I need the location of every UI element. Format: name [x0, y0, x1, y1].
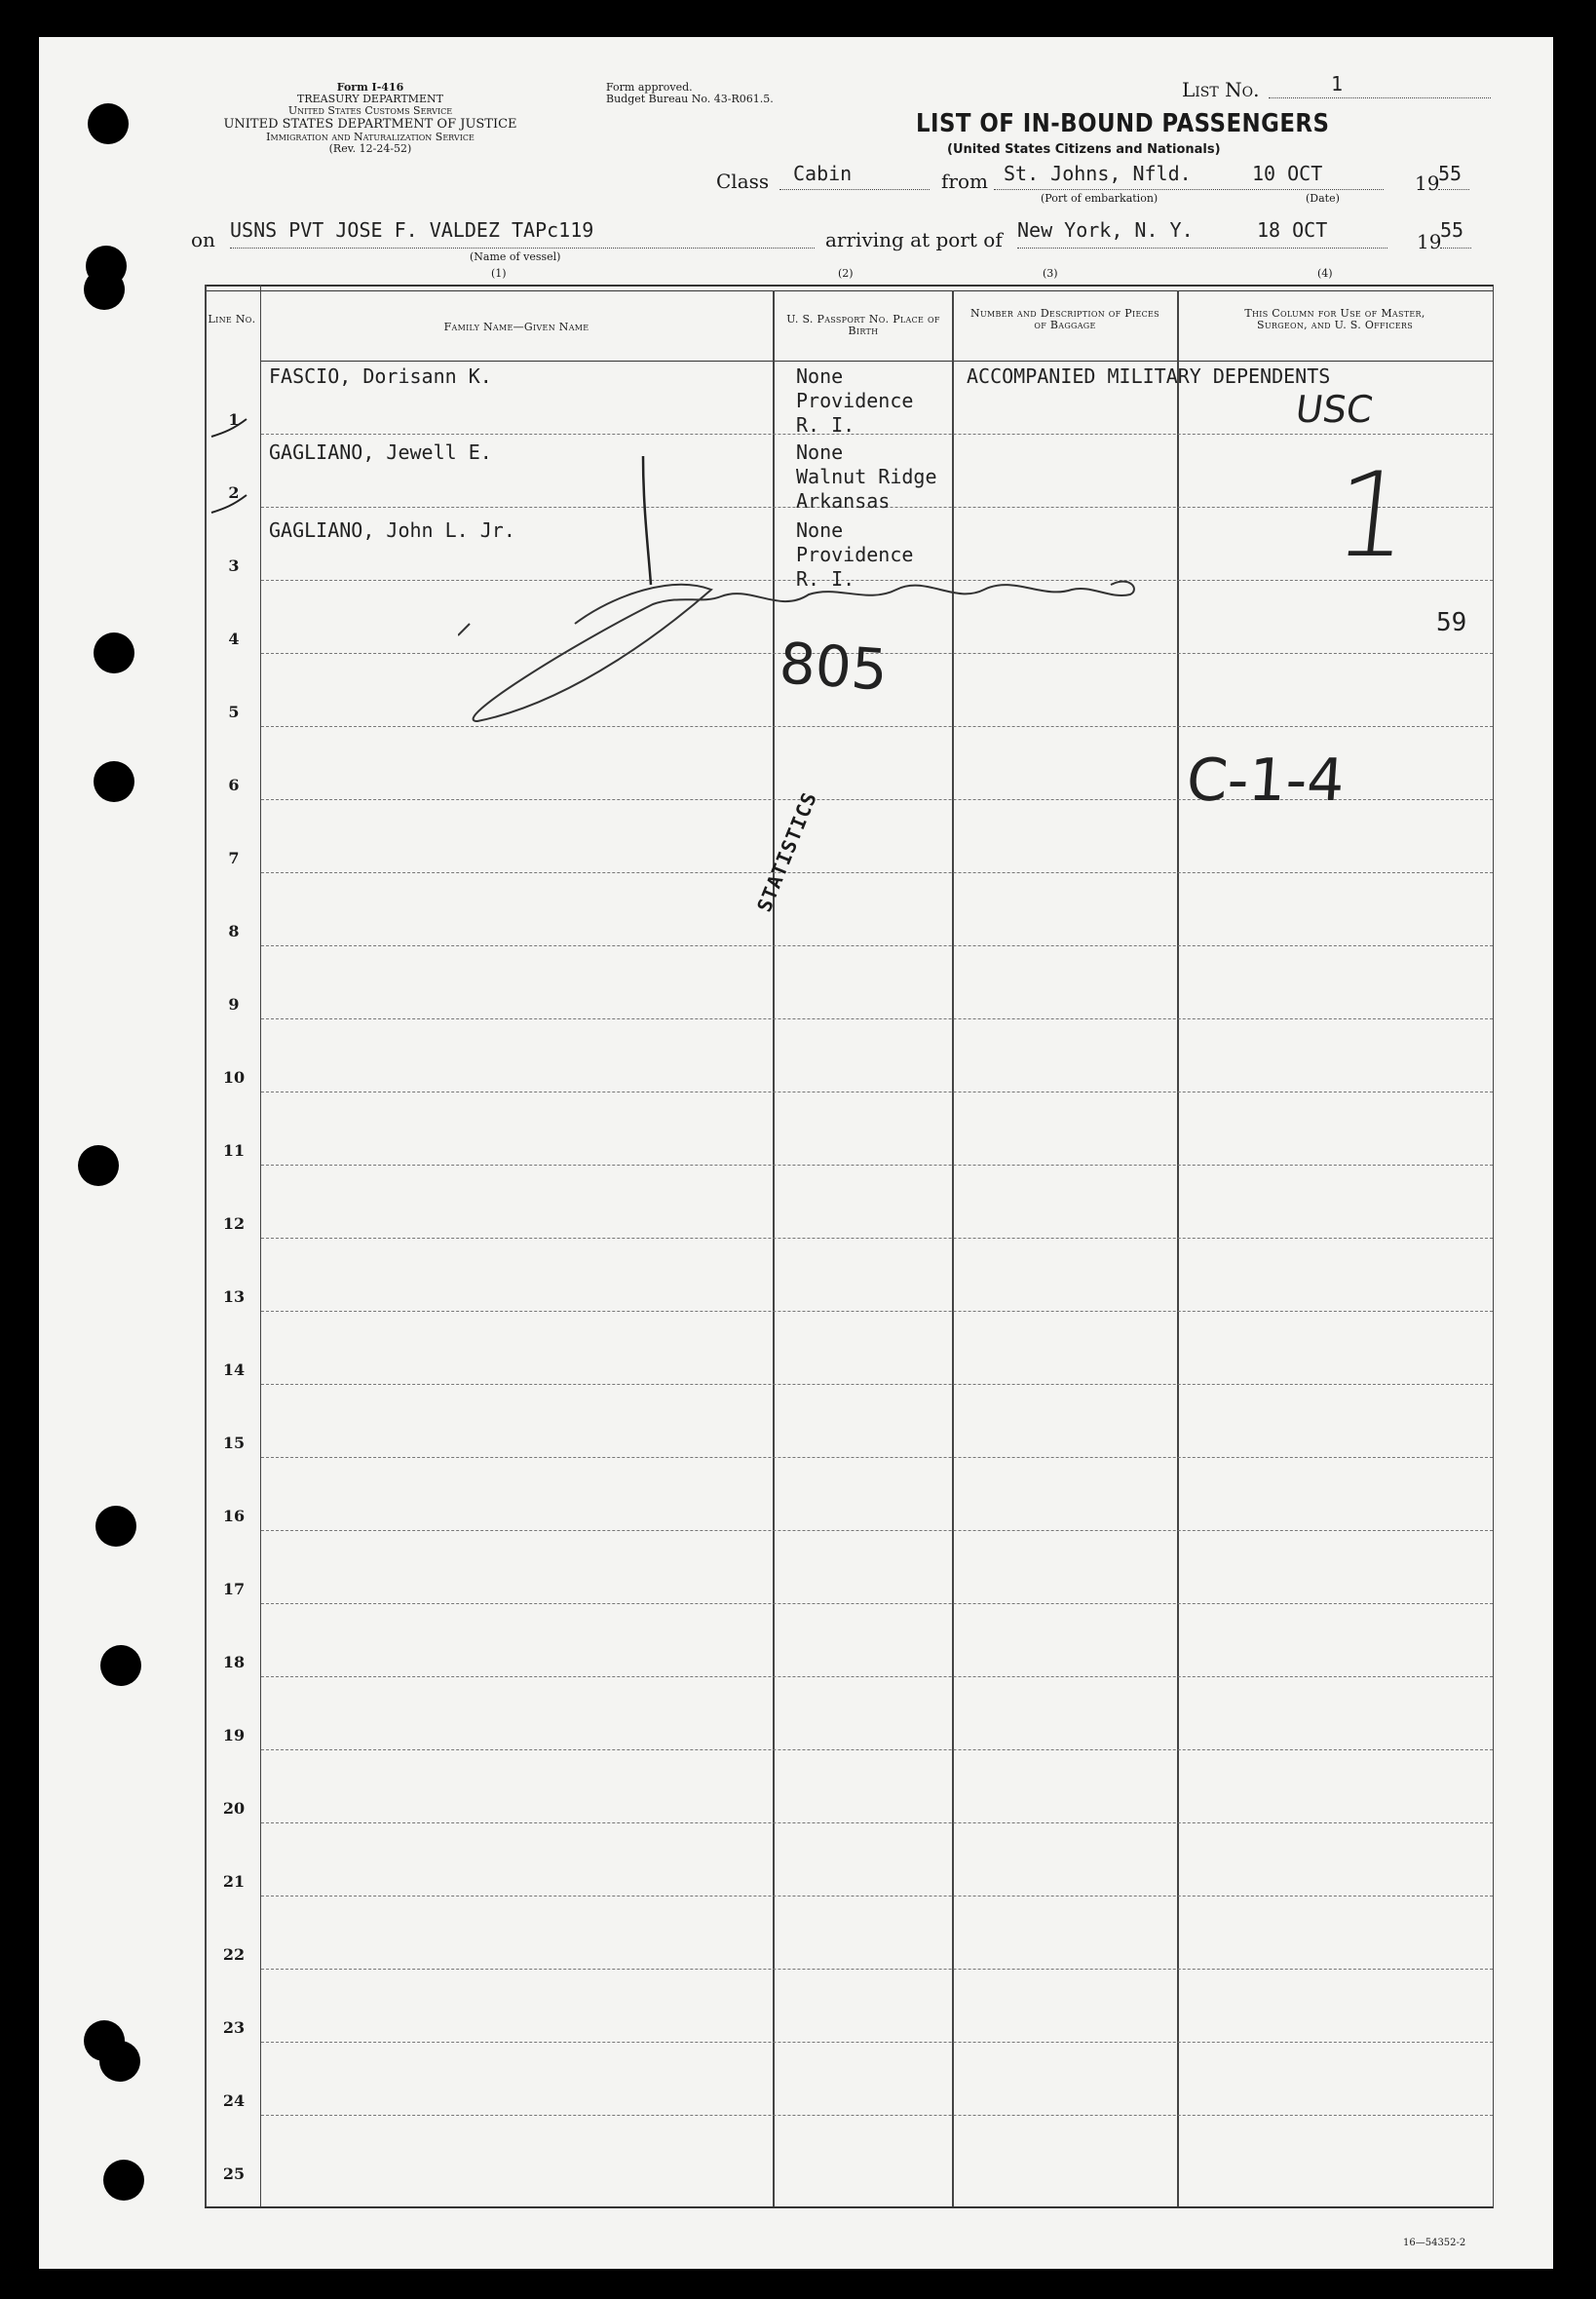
line-number: 11: [222, 1141, 246, 1160]
on-label: on: [191, 228, 215, 251]
binder-hole: [84, 269, 125, 310]
line-number: 15: [222, 1434, 246, 1452]
line-number: 8: [228, 922, 240, 940]
customs-service: United States Customs Service: [287, 104, 453, 117]
approval-note: Form approved. Budget Bureau No. 43-R061.5.: [606, 81, 774, 105]
check-mark: [211, 495, 247, 513]
header-officers: This Column for Use of Master, Surgeon, and U. S. Officers: [1244, 307, 1425, 331]
binder-hole: [88, 103, 129, 144]
row-rule: [261, 1238, 1493, 1239]
form-number: Form I-416: [336, 81, 404, 94]
row-rule: [261, 2115, 1493, 2116]
from-label: from: [941, 170, 988, 193]
baggage-note: ACCOMPANIED MILITARY DEPENDENTS: [967, 364, 1331, 388]
arrival-year: 55: [1440, 218, 1464, 242]
line-number: 6: [228, 776, 240, 794]
passport-number: None: [796, 441, 844, 464]
table-bottom-rule: [205, 2206, 1493, 2208]
line-number: 14: [222, 1360, 246, 1379]
vessel-caption: (Name of vessel): [470, 250, 561, 263]
row-rule: [261, 1311, 1493, 1312]
check-marks: [209, 409, 258, 594]
passport-number: None: [796, 364, 844, 388]
line-number: 19: [222, 1726, 246, 1744]
line-number: 10: [222, 1068, 246, 1087]
arriving-label: arriving at port of: [825, 228, 1003, 251]
header-name: Family Name—Given Name: [443, 321, 589, 333]
header-bottom-rule: [260, 361, 1493, 362]
row-rule: [261, 1384, 1493, 1385]
row-rule: [261, 2042, 1493, 2043]
table-top-rule-2: [205, 290, 1493, 291]
line-number: 24: [222, 2091, 246, 2110]
line-no-divider: [260, 285, 261, 2208]
port-caption: (Port of embarkation): [1041, 192, 1159, 205]
port-of-embarkation: St. Johns, Nfld.: [1004, 162, 1192, 185]
row-rule: [261, 872, 1493, 873]
line-number: 7: [228, 849, 240, 867]
line-number: 20: [222, 1799, 246, 1818]
line-number: 18: [222, 1653, 246, 1671]
statistics-stamp: STATISTICS: [752, 788, 822, 915]
header-line-no: Line No.: [208, 313, 256, 326]
line-number: 12: [222, 1214, 246, 1233]
passport-number: None: [796, 518, 844, 542]
row-rule: [261, 1822, 1493, 1823]
binder-hole: [95, 1506, 136, 1547]
line-number: 25: [222, 2165, 246, 2183]
col-num-3: (3): [1043, 267, 1058, 280]
line-number: 9: [228, 995, 240, 1014]
class-label: Class: [716, 170, 770, 193]
row-rule: [261, 1530, 1493, 1531]
handwritten-usc: USC: [1292, 388, 1376, 431]
birth-place: Providence: [796, 543, 914, 566]
line-number: 23: [222, 2018, 246, 2037]
pen-stroke: [474, 582, 1134, 721]
arrival-date: 18 OCT: [1257, 218, 1328, 242]
handwritten-805: 805: [777, 630, 890, 704]
page-title: LIST OF IN-BOUND PASSENGERS: [916, 109, 1330, 138]
handwritten-number: 59: [1436, 608, 1467, 637]
arrival-port: New York, N. Y.: [1017, 218, 1194, 242]
ins-service: Immigration and Naturalization Service: [266, 131, 475, 143]
line-number: 2: [228, 483, 240, 502]
page-subtitle: (United States Citizens and Nationals): [947, 142, 1221, 157]
birth-place-state: Arkansas: [796, 489, 891, 513]
embark-year: 55: [1438, 162, 1463, 185]
col-num-4: (4): [1317, 267, 1333, 280]
revision: (Rev. 12-24-52): [328, 142, 412, 155]
row-rule: [261, 1896, 1493, 1897]
birth-place: Providence: [796, 389, 914, 412]
binder-hole: [94, 632, 134, 673]
birth-place-state: R. I.: [796, 413, 855, 437]
binder-hole: [103, 2160, 144, 2201]
row-rule: [261, 1018, 1493, 1019]
col-num-2: (2): [838, 267, 854, 280]
line-number: 16: [222, 1507, 246, 1525]
binder-hole: [78, 1145, 119, 1186]
treasury-dept: TREASURY DEPARTMENT: [297, 93, 443, 105]
header-passport: U. S. Passport No. Place of Birth: [786, 313, 940, 337]
pen-stroke: [643, 456, 651, 585]
check-mark: [211, 419, 247, 437]
binder-hole: [94, 761, 134, 802]
embarkation-date: 10 OCT: [1252, 162, 1323, 185]
passenger-name: FASCIO, Dorisann K.: [269, 364, 492, 388]
table-right-border: [1493, 285, 1494, 2208]
line-number: 13: [222, 1287, 246, 1306]
table-top-rule: [205, 285, 1493, 287]
col-num-1: (1): [491, 267, 507, 280]
table-left-border: [205, 285, 207, 2208]
handwritten-code: C-1-4: [1184, 747, 1347, 815]
passenger-name: GAGLIANO, John L. Jr.: [269, 518, 515, 542]
line-number: 21: [222, 1872, 246, 1891]
line-number: 4: [228, 630, 240, 648]
embark-year-prefix: 19: [1415, 172, 1440, 195]
vessel-name: USNS PVT JOSE F. VALDEZ TAPc119: [230, 218, 594, 242]
baggage-col-divider: [1177, 290, 1179, 2208]
birth-place: Walnut Ridge: [796, 465, 937, 488]
justice-dept: UNITED STATES DEPARTMENT OF JUSTICE: [223, 117, 517, 132]
line-number: 17: [222, 1580, 246, 1598]
binder-hole: [99, 2041, 140, 2082]
handwritten-count: 1: [1327, 448, 1417, 584]
header-baggage: Number and Description of Pieces of Baggage: [970, 307, 1159, 331]
row-rule: [261, 945, 1493, 946]
arrival-year-prefix: 19: [1417, 230, 1442, 253]
birth-place-state: R. I.: [796, 567, 855, 591]
line-number: 3: [228, 556, 240, 575]
line-number: 22: [222, 1945, 246, 1964]
row-rule: [261, 1749, 1493, 1750]
footer-code: 16—54352-2: [1403, 2238, 1466, 2248]
row-rule: [261, 1676, 1493, 1677]
form-header: [175, 82, 565, 155]
passenger-name: GAGLIANO, Jewell E.: [269, 441, 492, 464]
row-rule: [261, 1165, 1493, 1166]
line-number: 1: [228, 410, 240, 429]
row-rule: [261, 1603, 1493, 1604]
row-rule: [261, 1969, 1493, 1970]
pen-stroke: [458, 624, 470, 635]
list-no-label: List No.: [1182, 78, 1260, 101]
class-value: Cabin: [793, 162, 853, 185]
date-caption: (Date): [1306, 192, 1340, 205]
list-no-value: 1: [1331, 72, 1344, 96]
line-number: 5: [228, 703, 240, 721]
row-rule: [261, 1457, 1493, 1458]
signature-scribble: [458, 429, 1159, 741]
binder-hole: [100, 1645, 141, 1686]
